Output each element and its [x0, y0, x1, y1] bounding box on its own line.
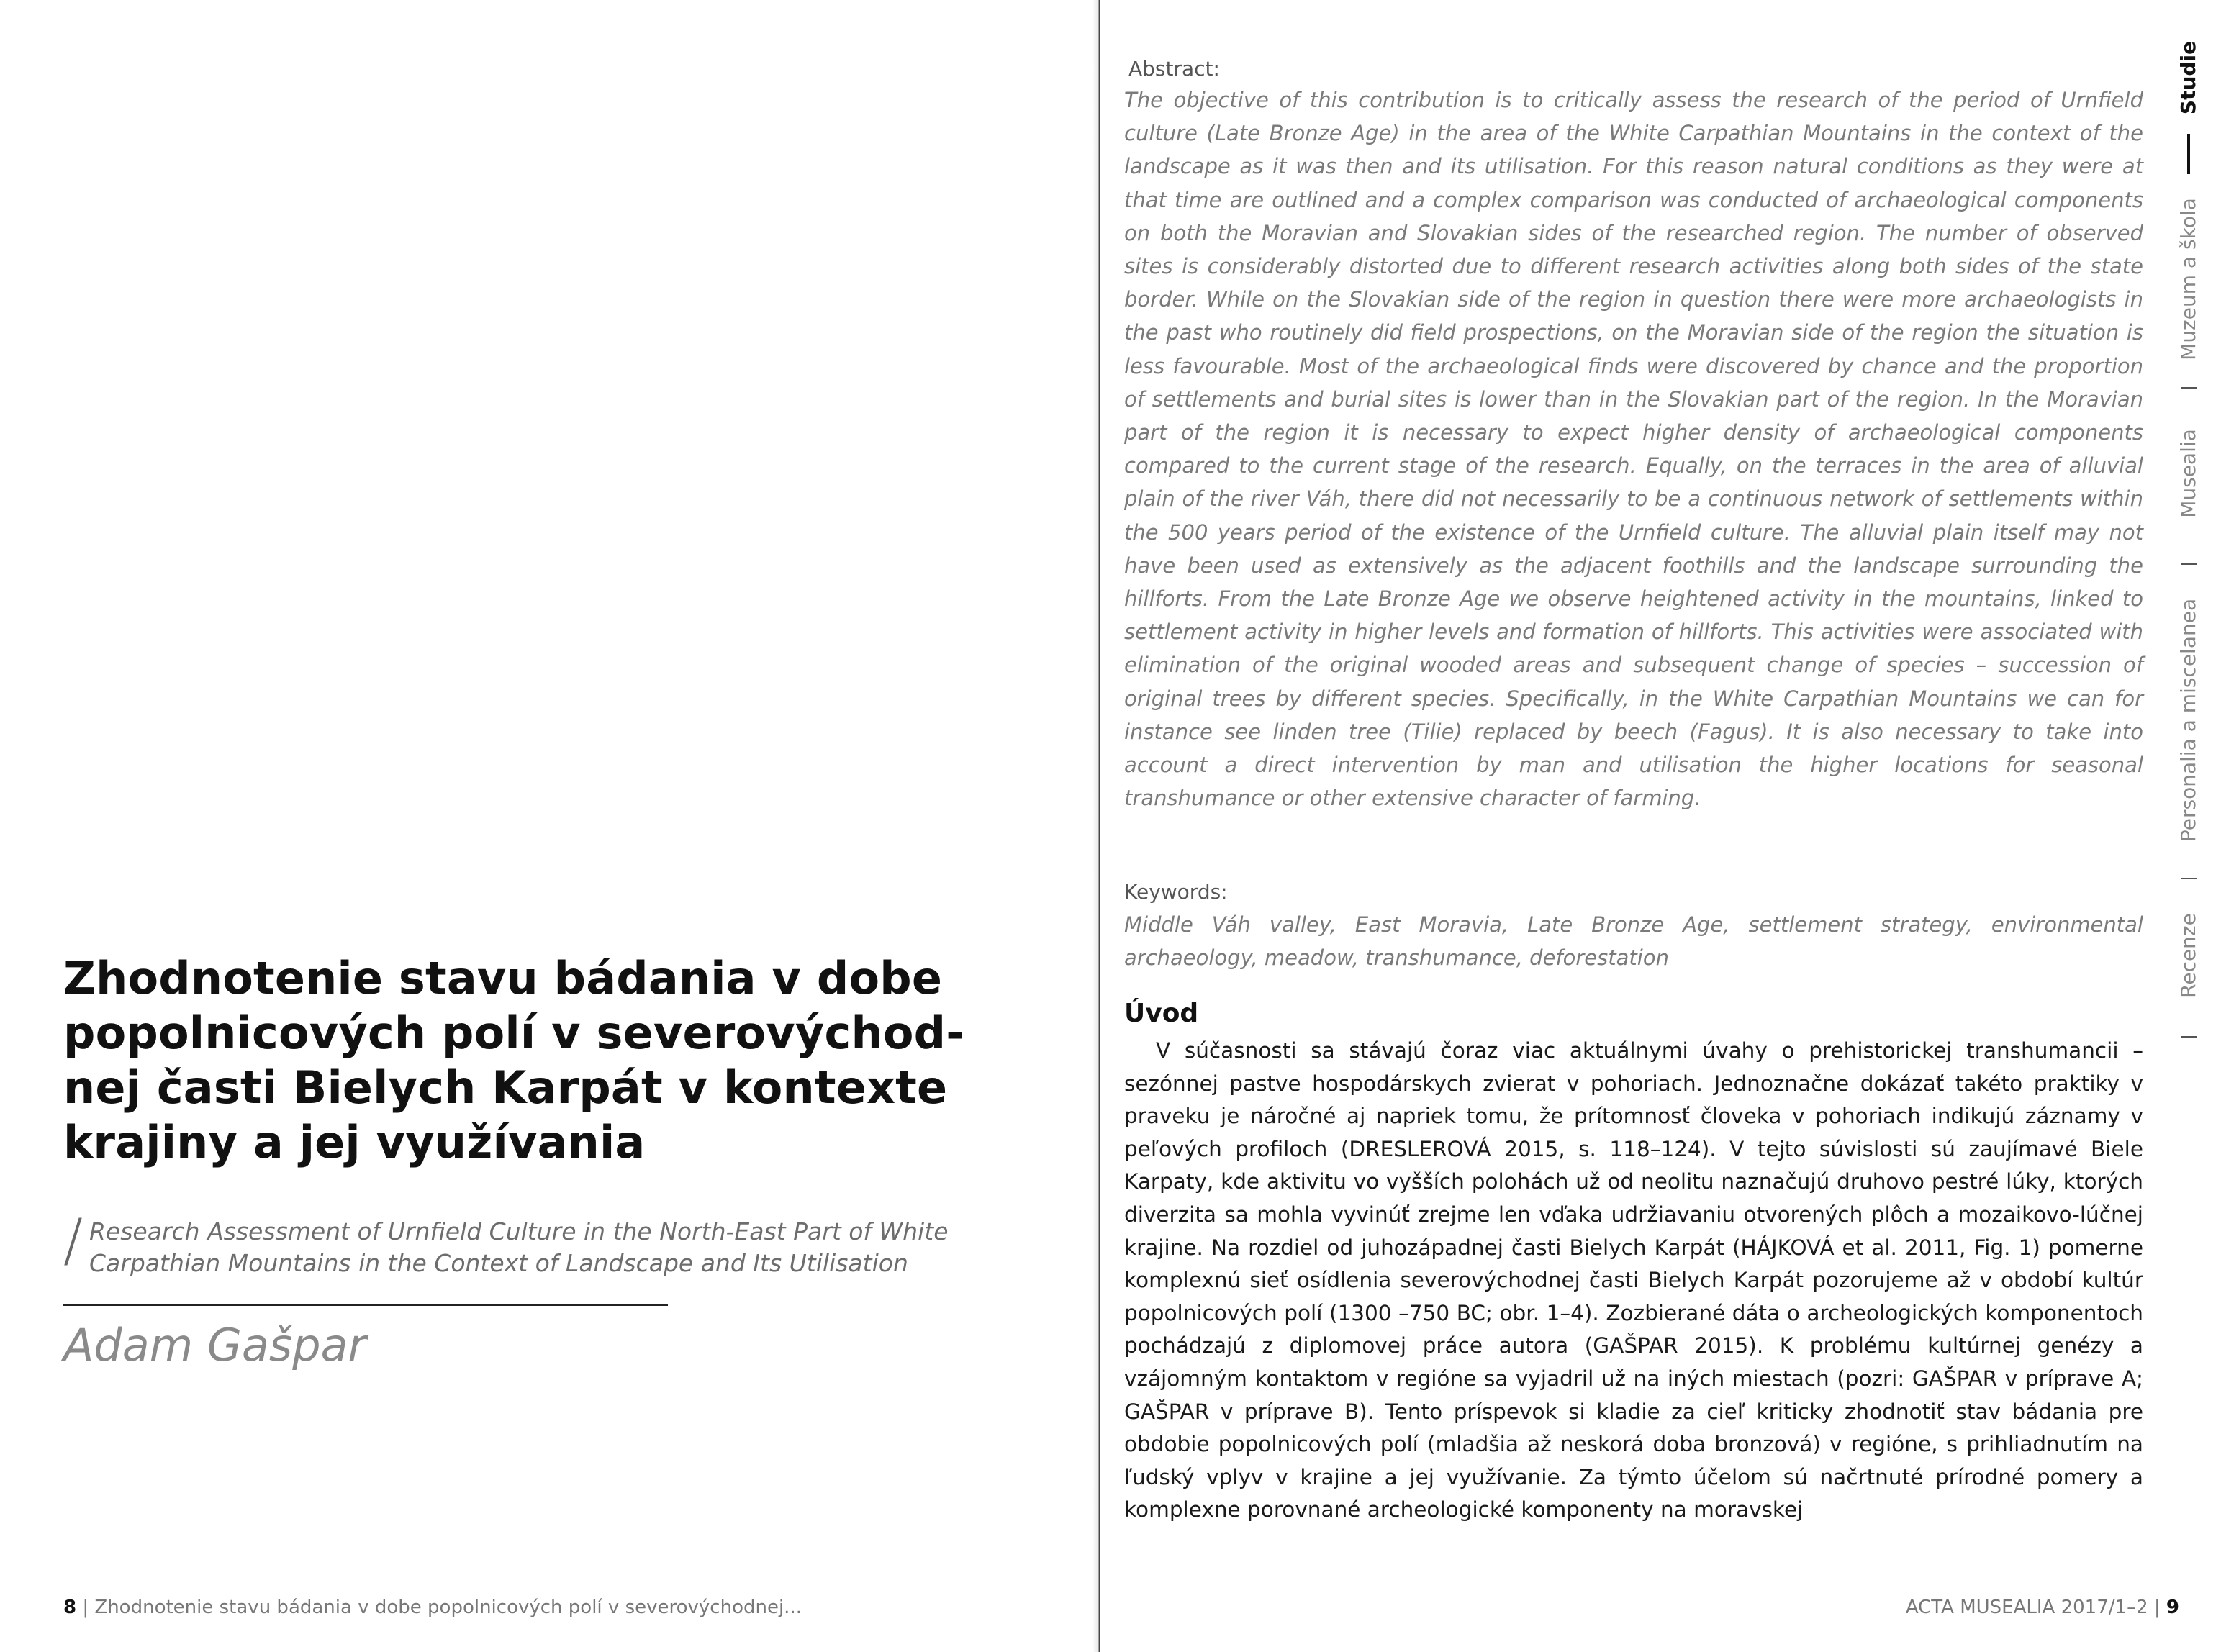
english-title-block	[63, 1207, 1021, 1279]
right-footer-separator: |	[2153, 1597, 2161, 1618]
abstract-text: The objective of this contribution is to critically assess the research of the period of Urnfield culture (Late Bronze Age) in the area of the White Carpathian Mountains in the context of the landscape as it was then and its utilisation. For this reason natural conditions as they were at that time are outlined and a complex comparison was conducted of archaeological components on both the Moravian and Slovakian sides of the researched region. The number of observed sites is considerably distorted due to different research activities along both sides of the state border. While on the Slovakian side of the region in question there were more archaeologists in the past who routinely did field prospections, on the Moravian side of the region the situation is less favourable. Most of the archaeological finds were discovered by chance and the proportion of settlements and burial sites is lower than in the Slovakian part of the region. In the Moravian part of the region it is necessary to expect higher density of archaeological components compared to the current stage of the research. Equally, on the terraces in the area of alluvial plain of the river Váh, there did not necessarily to be a continuous network of settlements within the 500 years period of the existence of the Urnfield culture. The alluvial plain itself may not have been used as extensively as the adjacent foothills and the landscape surrounding the hillforts. From the Late Bronze Age we observe heightened activity in the mountains, linked to settlement activity in higher levels and formation of hillforts. This activities were associated with elimination of the original wooded areas and subsequent change of species – succession of original trees by different species. Specifically, in the White Carpathian Mountains we can for instance see linden tree (Tilie) replaced by beech (Fagus). It is also necessary to take into account a direct intervention by man and utilisation the higher locations for seasonal transhumance or other extensive character of farming.	[1124, 88, 2143, 811]
left-footer-separator: |	[82, 1597, 89, 1618]
english-title: Research Assessment of Urnfield Culture in the North-East Part of White Carpathian Mountains in the Context of Landscape and Its Utilisation	[89, 1217, 949, 1277]
keywords-text: Middle Váh valley, East Moravia, Late Bronze Age, settlement strategy, environmental archaeology, meadow, transhumance, deforestation	[1124, 912, 2143, 970]
introduction-heading: Úvod	[1124, 999, 1199, 1028]
left-page-footer	[63, 1594, 802, 1620]
tab-label: Studie	[2176, 40, 2200, 115]
author-name: Adam Gašpar	[63, 1319, 367, 1371]
abstract-label: Abstract:	[1128, 57, 1220, 81]
introduction-text: V súčasnosti sa stávajú čoraz viac aktuálnymi úvahy o prehistorickej transhumancii – sezónnej pastve hospodárskych zvierat v pohoriach. Jednoznačne dokázať takéto praktiky v praveku je náročné aj napriek tomu, že prítomnosť človeka v pohoriach indikujú záznamy v peľových profiloch (DRESLEROVÁ 2015, s. 118–124). V tejto súvislosti sú zaujímavé Biele Karpaty, kde aktivitu vo vyšších polohách už od neolitu naznačujú druhovo pestré lúky, ktorých diverzita sa mohla vyvinúť zrejme len vďaka udržiavaniu otvorených plôch a mozaikovo-lúčnej krajine. Na rozdiel od juhozápadnej časti Bielych Karpát (HÁJKOVÁ et al. 2011, Fig. 1) pomerne komplexnú sieť osídlenia severovýchodnej časti Bielych Karpát pozorujeme až v období kultúr popolnicových polí (1300 –750 BC; obr. 1–4). Zozbierané dáta o archeologických komponentoch pochádzajú z diplomovej práce autora (GAŠPAR 2015). K problému kultúrnej genézy a vzájomným kontaktom v regióne sa vyjadril už na iných miestach (pozri: GAŠPAR v príprave A; GAŠPAR v príprave B). Tento príspevok si kladie za cieľ kriticky zhodnotiť stav bádania pre obdobie popolnicových polí (mladšia až neskorá doba bronzová) v regióne, s prihliadnutím na ľudský vplyv v krajine a jej využívanie. Za týmto účelom sú načrtnuté prírodné pomery a komplexne porovnané archeologické komponenty na moravskej	[1124, 1038, 2143, 1522]
tab-label: Personalia a miscelanea	[2176, 598, 2201, 842]
journal-issue: ACTA MUSEALIA 2017/1–2	[1905, 1597, 2148, 1618]
article-title: Zhodnotenie stavu bádania v dobe popolnicových polí v severovýchodnej časti Bielych Karpát v kontexte krajiny a jej využívania	[63, 952, 964, 1168]
tab-muzeum-a-skola	[2163, 186, 2214, 373]
right-page-number: 9	[2166, 1597, 2179, 1618]
tab-label: Muzeum a škola	[2176, 198, 2200, 360]
tab-separator	[2181, 1036, 2197, 1038]
running-title: Zhodnotenie stavu bádania v dobe popolnicových polí v severovýchodnej...	[94, 1597, 802, 1618]
tab-separator	[2181, 387, 2197, 389]
title-separator-slash: /	[63, 1207, 83, 1274]
tab-label: Recenze	[2176, 913, 2200, 998]
tab-studie	[2163, 35, 2214, 121]
tab-personalia-a-miscelanea	[2163, 578, 2214, 862]
section-tabs	[2163, 35, 2214, 1063]
tab-label: Musealia	[2176, 429, 2200, 518]
right-page-footer	[1906, 1594, 2179, 1620]
left-page	[0, 0, 1100, 1652]
tab-recenze	[2163, 894, 2214, 1017]
tab-musealia	[2163, 401, 2214, 545]
author-divider	[63, 1304, 668, 1306]
tab-separator	[2181, 563, 2197, 565]
tab-separator-active	[2187, 134, 2190, 174]
keywords-label: Keywords:	[1124, 880, 1228, 904]
tab-separator	[2181, 878, 2197, 879]
left-page-number: 8	[63, 1597, 77, 1618]
